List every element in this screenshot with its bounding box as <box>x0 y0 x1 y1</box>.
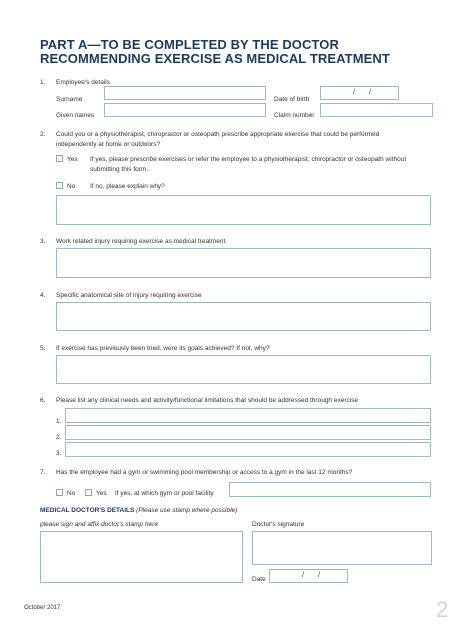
list-item-number: 3. <box>56 450 62 457</box>
claim-number-label: Claim number <box>274 112 315 119</box>
doctor-stamp-area[interactable] <box>40 531 243 583</box>
question-number: 2. <box>40 131 46 138</box>
clinical-need-field-3[interactable] <box>65 442 431 457</box>
question-number: 7. <box>40 469 46 476</box>
question-5-text: If exercise has previously been tried, were its goals achieved? If not, why? <box>56 345 270 352</box>
date-separator: / <box>318 572 320 579</box>
given-names-field[interactable] <box>104 103 266 117</box>
question-2-text: Could you or a physiotherapist, chiropractor or osteopath prescribe appropriate exercise that could be performed <box>56 131 380 138</box>
dob-field[interactable] <box>320 86 399 100</box>
question-7-text: Has the employee had a gym or swimming pool membership or access to a gym in the last 12 months? <box>56 469 353 476</box>
surname-label: Surname <box>56 96 83 103</box>
yes-instruction: If yes, at which gym or pool facility <box>115 490 214 497</box>
yes-label: Yes <box>96 490 107 497</box>
list-item-number: 2. <box>56 434 62 441</box>
list-item-number: 1. <box>56 418 62 425</box>
gym-facility-field[interactable] <box>229 482 431 497</box>
signature-date-field[interactable] <box>269 569 348 583</box>
doctor-heading-note: (Please use stamp where possible) <box>136 507 238 514</box>
no-checkbox[interactable] <box>56 489 63 496</box>
doctor-heading-text: MEDICAL DOCTOR'S DETAILS <box>40 507 135 514</box>
date-separator: / <box>369 89 371 96</box>
question-number: 5. <box>40 345 46 352</box>
employee-details-label: Employee's details <box>56 79 110 86</box>
clinical-need-field-1[interactable] <box>65 408 431 423</box>
no-explanation-field[interactable] <box>56 195 431 225</box>
question-number: 4. <box>40 292 46 299</box>
dob-label: Date of birth <box>274 96 310 103</box>
yes-instruction: If yes, please prescribe exercises or refer the employee to a physiotherapist, chiropractor or osteopath without <box>90 156 407 163</box>
doctor-details-heading <box>40 507 237 514</box>
question-2-text: independently at home or outdoors? <box>56 141 161 148</box>
date-separator: / <box>302 572 304 579</box>
page-number: 2 <box>436 597 449 622</box>
previous-exercise-field[interactable] <box>56 355 431 384</box>
no-label: No <box>67 183 76 190</box>
yes-instruction: submitting this form. <box>90 166 149 173</box>
clinical-need-field-2[interactable] <box>65 425 431 440</box>
no-label: No <box>67 490 76 497</box>
no-instruction: If no, please explain why? <box>90 183 165 190</box>
surname-field[interactable] <box>104 86 266 100</box>
no-checkbox[interactable] <box>56 182 63 189</box>
question-3-text: Work related injury requiring exercise as medical treatment <box>56 238 226 245</box>
doctor-signature-field[interactable] <box>252 531 432 565</box>
page-title: PART A—TO BE COMPLETED BY THE DOCTOR RECOMMENDING EXERCISE AS MEDICAL TREATMENT <box>40 37 390 66</box>
footer-date: October 2017 <box>24 605 61 611</box>
anatomical-site-field[interactable] <box>56 302 431 331</box>
question-number: 6. <box>40 397 46 404</box>
yes-label: Yes <box>67 156 78 163</box>
question-number: 1. <box>40 79 46 86</box>
given-names-label: Given names <box>56 112 95 119</box>
injury-field[interactable] <box>56 248 431 278</box>
date-label: Date <box>252 576 266 583</box>
date-separator: / <box>353 89 355 96</box>
claim-number-field[interactable] <box>320 103 433 117</box>
yes-checkbox[interactable] <box>56 155 63 162</box>
stamp-label: please sign and affix doctor's stamp here <box>40 521 158 528</box>
question-number: 3. <box>40 238 46 245</box>
question-6-text: Please list any clinical needs and activity/functional limitations that should be addressed through exercise <box>56 397 359 404</box>
question-4-text: Specific anatomical site of injury requiring exercise <box>56 292 202 299</box>
yes-checkbox[interactable] <box>85 489 92 496</box>
signature-label: Doctor's signature <box>252 521 305 528</box>
